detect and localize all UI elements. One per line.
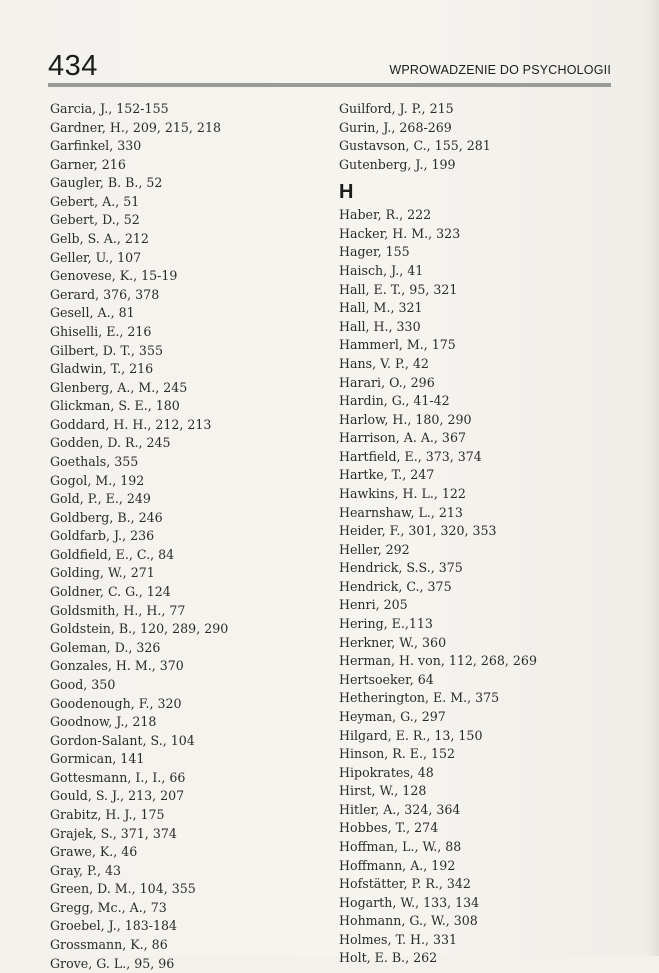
index-entry: Hoffman, L., W., 88 <box>339 838 462 854</box>
index-group-g-continued <box>339 100 619 174</box>
index-entry: Hacker, H. M., 323 <box>339 225 461 241</box>
index-column-left <box>50 100 310 973</box>
page-number: 434 <box>48 50 98 82</box>
index-entry: Godden, D. R., 245 <box>50 435 171 451</box>
index-entry: Hendrick, S.S., 375 <box>339 560 463 576</box>
index-entry: Herman, H. von, 112, 268, 269 <box>339 653 537 669</box>
index-entry: Hans, V. P., 42 <box>339 355 429 371</box>
index-entry: Hawkins, H. L., 122 <box>339 485 466 501</box>
index-entry: Gaugler, B. B., 52 <box>50 175 163 191</box>
index-entry: Goldfarb, J., 236 <box>50 528 155 544</box>
index-entry: Gould, S. J., 213, 207 <box>50 788 185 804</box>
index-entry: Gregg, Mc., A., 73 <box>50 899 167 915</box>
index-entry: Garfinkel, 330 <box>50 138 142 154</box>
index-entry: Hinson, R. E., 152 <box>339 746 456 762</box>
index-entry: Hobbes, T., 274 <box>339 820 439 836</box>
index-entry: Golding, W., 271 <box>50 565 155 581</box>
index-entry: Hofstätter, P. R., 342 <box>339 876 471 892</box>
index-entry: Harrison, A. A., 367 <box>339 430 466 446</box>
index-entry: Grabitz, H. J., 175 <box>50 806 165 822</box>
index-entry: Gogol, M., 192 <box>50 472 145 488</box>
index-entry: Gelb, S. A., 212 <box>50 231 149 247</box>
index-entry: Heyman, G., 297 <box>339 708 446 724</box>
index-entry: Herkner, W., 360 <box>339 634 447 650</box>
index-entry: Ghiselli, E., 216 <box>50 323 152 339</box>
index-entry: Hardin, G., 41-42 <box>339 393 450 409</box>
index-entry: Gladwin, T., 216 <box>50 361 154 377</box>
index-entry: Hogarth, W., 133, 134 <box>339 894 480 910</box>
index-entry: Harlow, H., 180, 290 <box>339 411 472 427</box>
index-entry: Hirst, W., 128 <box>339 783 427 799</box>
index-entry: Hering, E.,113 <box>339 616 433 632</box>
index-column-right <box>339 100 619 968</box>
index-entry: Good, 350 <box>50 676 116 692</box>
index-entry: Gilbert, D. T., 355 <box>50 342 163 358</box>
index-entry: Gutenberg, J., 199 <box>339 156 456 172</box>
index-entry: Hall, M., 321 <box>339 300 423 316</box>
index-entry: Gustavson, C., 155, 281 <box>339 138 491 154</box>
index-entry: Groebel, J., 183-184 <box>50 918 178 934</box>
index-entry: Hartfield, E., 373, 374 <box>339 448 482 464</box>
index-entry: Holt, E. B., 262 <box>339 950 438 966</box>
index-entry: Goldfield, E., C., 84 <box>50 546 175 562</box>
index-entry: Goldstein, B., 120, 289, 290 <box>50 621 229 637</box>
index-entry: Haisch, J., 41 <box>339 263 424 279</box>
index-entry: Grajek, S., 371, 374 <box>50 825 177 841</box>
index-entry: Gordon-Salant, S., 104 <box>50 732 195 748</box>
index-entry: Hetherington, E. M., 375 <box>339 690 500 706</box>
index-entry: Glenberg, A., M., 245 <box>50 379 188 395</box>
index-entry: Goleman, D., 326 <box>50 639 161 655</box>
index-entry: Genovese, K., 15-19 <box>50 268 178 284</box>
section-letter-h: H <box>339 181 354 204</box>
index-entry: Glickman, S. E., 180 <box>50 398 180 414</box>
index-entry: Gebert, D., 52 <box>50 212 140 228</box>
index-entry: Goethals, 355 <box>50 453 139 469</box>
index-entry: Goldberg, B., 246 <box>50 509 163 525</box>
index-entry: Goldner, C. G., 124 <box>50 584 171 600</box>
index-entry: Gebert, A., 51 <box>50 193 140 209</box>
index-entry: Hager, 155 <box>339 244 410 260</box>
index-entry: Heller, 292 <box>339 541 410 557</box>
index-entry: Grawe, K., 46 <box>50 844 138 860</box>
index-entry: Gonzales, H. M., 370 <box>50 658 184 674</box>
index-entry: Hall, H., 330 <box>339 318 421 334</box>
index-group-h <box>339 206 619 968</box>
index-entry: Guilford, J. P., 215 <box>339 101 454 116</box>
spine-shadow <box>645 0 659 956</box>
header-rule <box>48 83 611 87</box>
index-entry: Gerard, 376, 378 <box>50 286 160 302</box>
index-entry: Hearnshaw, L., 213 <box>339 504 463 520</box>
index-entry: Hipokrates, 48 <box>339 764 434 780</box>
index-entry: Grove, G. L., 95, 96 <box>50 955 175 971</box>
index-entry: Hartke, T., 247 <box>339 467 435 483</box>
index-entry: Henri, 205 <box>339 597 408 613</box>
index-entry: Garcia, J., 152-155 <box>50 101 169 116</box>
index-entry: Grossmann, K., 86 <box>50 937 168 953</box>
index-entry: Goodnow, J., 218 <box>50 714 157 730</box>
index-entry: Gardner, H., 209, 215, 218 <box>50 119 221 135</box>
index-entry: Harari, O., 296 <box>339 374 435 390</box>
index-entry: Hertsoeker, 64 <box>339 671 434 687</box>
index-entry: Hilgard, E. R., 13, 150 <box>339 727 483 743</box>
index-entry: Goddard, H. H., 212, 213 <box>50 416 212 432</box>
index-entry: Hammerl, M., 175 <box>339 337 456 353</box>
index-entry: Gottesmann, I., I., 66 <box>50 769 186 785</box>
index-entry: Hoffmann, A., 192 <box>339 857 456 873</box>
index-entry: Haber, R., 222 <box>339 207 432 223</box>
index-entry: Geller, U., 107 <box>50 249 142 265</box>
index-entry: Gormican, 141 <box>50 751 145 767</box>
index-entry: Green, D. M., 104, 355 <box>50 881 196 897</box>
index-entry: Gurin, J., 268-269 <box>339 119 452 135</box>
index-entry: Garner, 216 <box>50 156 126 172</box>
index-entry: Holmes, T. H., 331 <box>339 931 458 947</box>
index-entry: Heider, F., 301, 320, 353 <box>339 523 497 539</box>
index-entry: Hitler, A., 324, 364 <box>339 801 461 817</box>
index-entry: Gesell, A., 81 <box>50 305 135 321</box>
index-entry: Hohmann, G., W., 308 <box>339 913 478 929</box>
index-entry: Hall, E. T., 95, 321 <box>339 281 458 297</box>
index-entry: Gold, P., E., 249 <box>50 491 151 507</box>
running-title: WPROWADZENIE DO PSYCHOLOGII <box>389 63 611 77</box>
index-entry: Goldsmith, H., H., 77 <box>50 602 186 618</box>
index-entry: Gray, P., 43 <box>50 862 121 878</box>
index-entry: Goodenough, F., 320 <box>50 695 182 711</box>
index-entry: Hendrick, C., 375 <box>339 578 452 594</box>
